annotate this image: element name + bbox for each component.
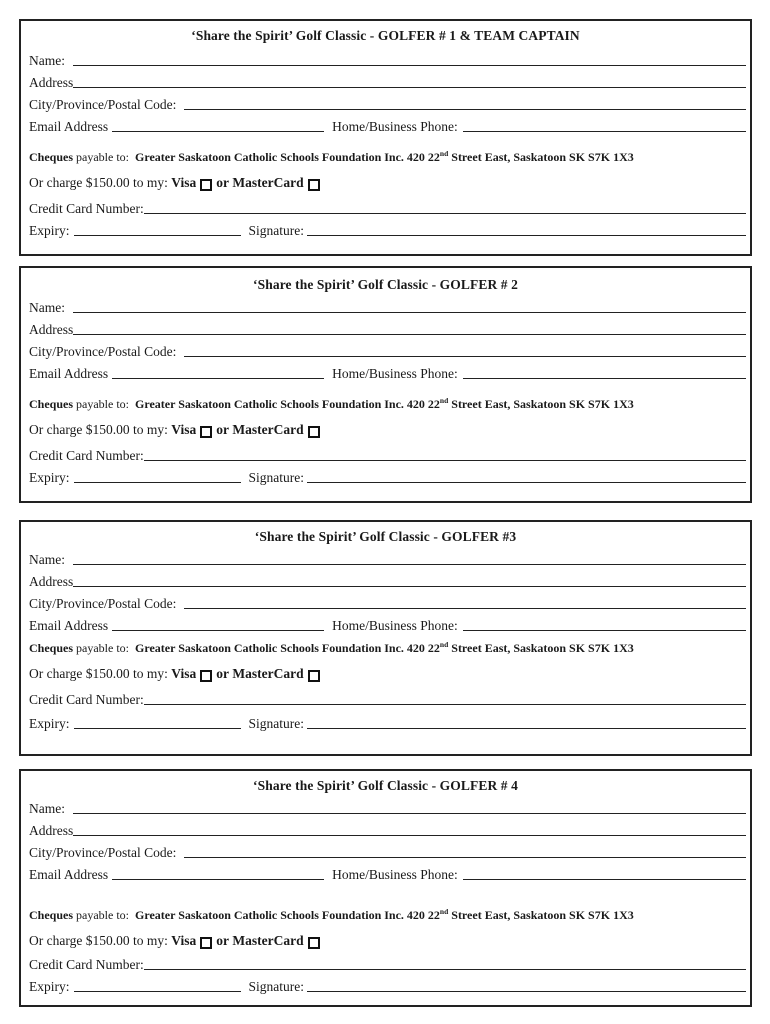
golfer-form-4	[19, 769, 752, 1007]
phone-label: Home/Business Phone:	[332, 366, 458, 381]
address-label: Address	[29, 75, 74, 90]
signature-field[interactable]	[307, 481, 746, 483]
phone-label: Home/Business Phone:	[332, 119, 458, 134]
visa-checkbox[interactable]	[200, 179, 212, 191]
name-field[interactable]	[73, 311, 746, 313]
email-field[interactable]	[112, 130, 324, 132]
golfer-form-2	[19, 266, 752, 503]
phone-label: Home/Business Phone:	[332, 867, 458, 882]
signature-field[interactable]	[307, 234, 746, 236]
charge-label: Or charge $150.00 to my:	[29, 175, 168, 190]
signature-field[interactable]	[307, 990, 746, 992]
payee-address: Greater Saskatoon Catholic Schools Foundation Inc. 420 22nd Street East, Saskatoon SK S7K 1X3	[135, 907, 634, 922]
name-field[interactable]	[73, 812, 746, 814]
charge-label: Or charge $150.00 to my:	[29, 933, 168, 948]
address-field[interactable]	[73, 86, 746, 88]
signature-label: Signature:	[248, 716, 304, 731]
card-number-label: Credit Card Number:	[29, 448, 144, 463]
card-number-label: Credit Card Number:	[29, 201, 144, 216]
city-label: City/Province/Postal Code:	[29, 845, 177, 860]
or-label: or	[216, 666, 229, 681]
name-field[interactable]	[73, 64, 746, 66]
payable-label: payable to:	[76, 908, 129, 922]
visa-label: Visa	[171, 422, 197, 437]
cheques-label: Cheques	[29, 641, 74, 655]
mastercard-checkbox[interactable]	[308, 179, 320, 191]
email-label: Email Address	[29, 867, 109, 882]
name-label: Name:	[29, 300, 65, 315]
payable-label: payable to:	[76, 150, 129, 164]
email-label: Email Address	[29, 618, 109, 633]
city-label: City/Province/Postal Code:	[29, 344, 177, 359]
signature-label: Signature:	[248, 979, 304, 994]
visa-label: Visa	[171, 175, 197, 190]
form-title: ‘Share the Spirit’ Golf Classic - GOLFER #3	[254, 529, 517, 544]
name-label: Name:	[29, 801, 65, 816]
email-field[interactable]	[112, 629, 324, 631]
email-label: Email Address	[29, 119, 109, 134]
city-label: City/Province/Postal Code:	[29, 97, 177, 112]
phone-field[interactable]	[463, 377, 746, 379]
address-field[interactable]	[73, 585, 746, 587]
payable-label: payable to:	[76, 397, 129, 411]
signature-label: Signature:	[248, 470, 304, 485]
payee-address: Greater Saskatoon Catholic Schools Foundation Inc. 420 22nd Street East, Saskatoon SK S7K 1X3	[135, 640, 634, 655]
payee-address: Greater Saskatoon Catholic Schools Foundation Inc. 420 22nd Street East, Saskatoon SK S7K 1X3	[135, 149, 634, 164]
payee-address: Greater Saskatoon Catholic Schools Foundation Inc. 420 22nd Street East, Saskatoon SK S7K 1X3	[135, 396, 634, 411]
mastercard-checkbox[interactable]	[308, 670, 320, 682]
visa-label: Visa	[171, 933, 197, 948]
address-label: Address	[29, 823, 74, 838]
golfer-form-3	[19, 520, 752, 756]
charge-label: Or charge $150.00 to my:	[29, 422, 168, 437]
address-label: Address	[29, 322, 74, 337]
or-label: or	[216, 175, 229, 190]
phone-field[interactable]	[463, 629, 746, 631]
address-field[interactable]	[73, 834, 746, 836]
email-field[interactable]	[112, 377, 324, 379]
city-field[interactable]	[184, 108, 746, 110]
city-field[interactable]	[184, 355, 746, 357]
card-number-field[interactable]	[144, 703, 746, 705]
expiry-field[interactable]	[74, 481, 241, 483]
charge-label: Or charge $150.00 to my:	[29, 666, 168, 681]
expiry-label: Expiry:	[29, 223, 70, 238]
city-field[interactable]	[184, 856, 746, 858]
address-label: Address	[29, 574, 74, 589]
or-label: or	[216, 422, 229, 437]
visa-checkbox[interactable]	[200, 937, 212, 949]
card-number-field[interactable]	[144, 459, 746, 461]
phone-field[interactable]	[463, 878, 746, 880]
visa-label: Visa	[171, 666, 197, 681]
form-title: ‘Share the Spirit’ Golf Classic - GOLFER # 4	[253, 778, 518, 793]
cheques-label: Cheques	[29, 397, 74, 411]
city-field[interactable]	[184, 607, 746, 609]
phone-label: Home/Business Phone:	[332, 618, 458, 633]
form-title: ‘Share the Spirit’ Golf Classic - GOLFER # 1 & TEAM CAPTAIN	[191, 28, 580, 43]
expiry-field[interactable]	[74, 727, 241, 729]
email-field[interactable]	[112, 878, 324, 880]
visa-checkbox[interactable]	[200, 426, 212, 438]
mastercard-label: MasterCard	[232, 666, 304, 681]
signature-label: Signature:	[248, 223, 304, 238]
name-field[interactable]	[73, 563, 746, 565]
city-label: City/Province/Postal Code:	[29, 596, 177, 611]
mastercard-label: MasterCard	[232, 175, 304, 190]
name-label: Name:	[29, 53, 65, 68]
expiry-label: Expiry:	[29, 979, 70, 994]
visa-checkbox[interactable]	[200, 670, 212, 682]
mastercard-checkbox[interactable]	[308, 937, 320, 949]
cheques-label: Cheques	[29, 908, 74, 922]
address-field[interactable]	[73, 333, 746, 335]
payable-label: payable to:	[76, 641, 129, 655]
expiry-label: Expiry:	[29, 470, 70, 485]
cheques-label: Cheques	[29, 150, 74, 164]
card-number-label: Credit Card Number:	[29, 957, 144, 972]
expiry-field[interactable]	[74, 234, 241, 236]
email-label: Email Address	[29, 366, 109, 381]
mastercard-label: MasterCard	[232, 422, 304, 437]
or-label: or	[216, 933, 229, 948]
mastercard-label: MasterCard	[232, 933, 304, 948]
card-number-label: Credit Card Number:	[29, 692, 144, 707]
expiry-field[interactable]	[74, 990, 241, 992]
signature-field[interactable]	[307, 727, 746, 729]
name-label: Name:	[29, 552, 65, 567]
form-title: ‘Share the Spirit’ Golf Classic - GOLFER # 2	[253, 277, 518, 292]
phone-field[interactable]	[463, 130, 746, 132]
golfer-form-1	[19, 19, 752, 256]
card-number-field[interactable]	[144, 212, 746, 214]
card-number-field[interactable]	[144, 968, 746, 970]
expiry-label: Expiry:	[29, 716, 70, 731]
mastercard-checkbox[interactable]	[308, 426, 320, 438]
